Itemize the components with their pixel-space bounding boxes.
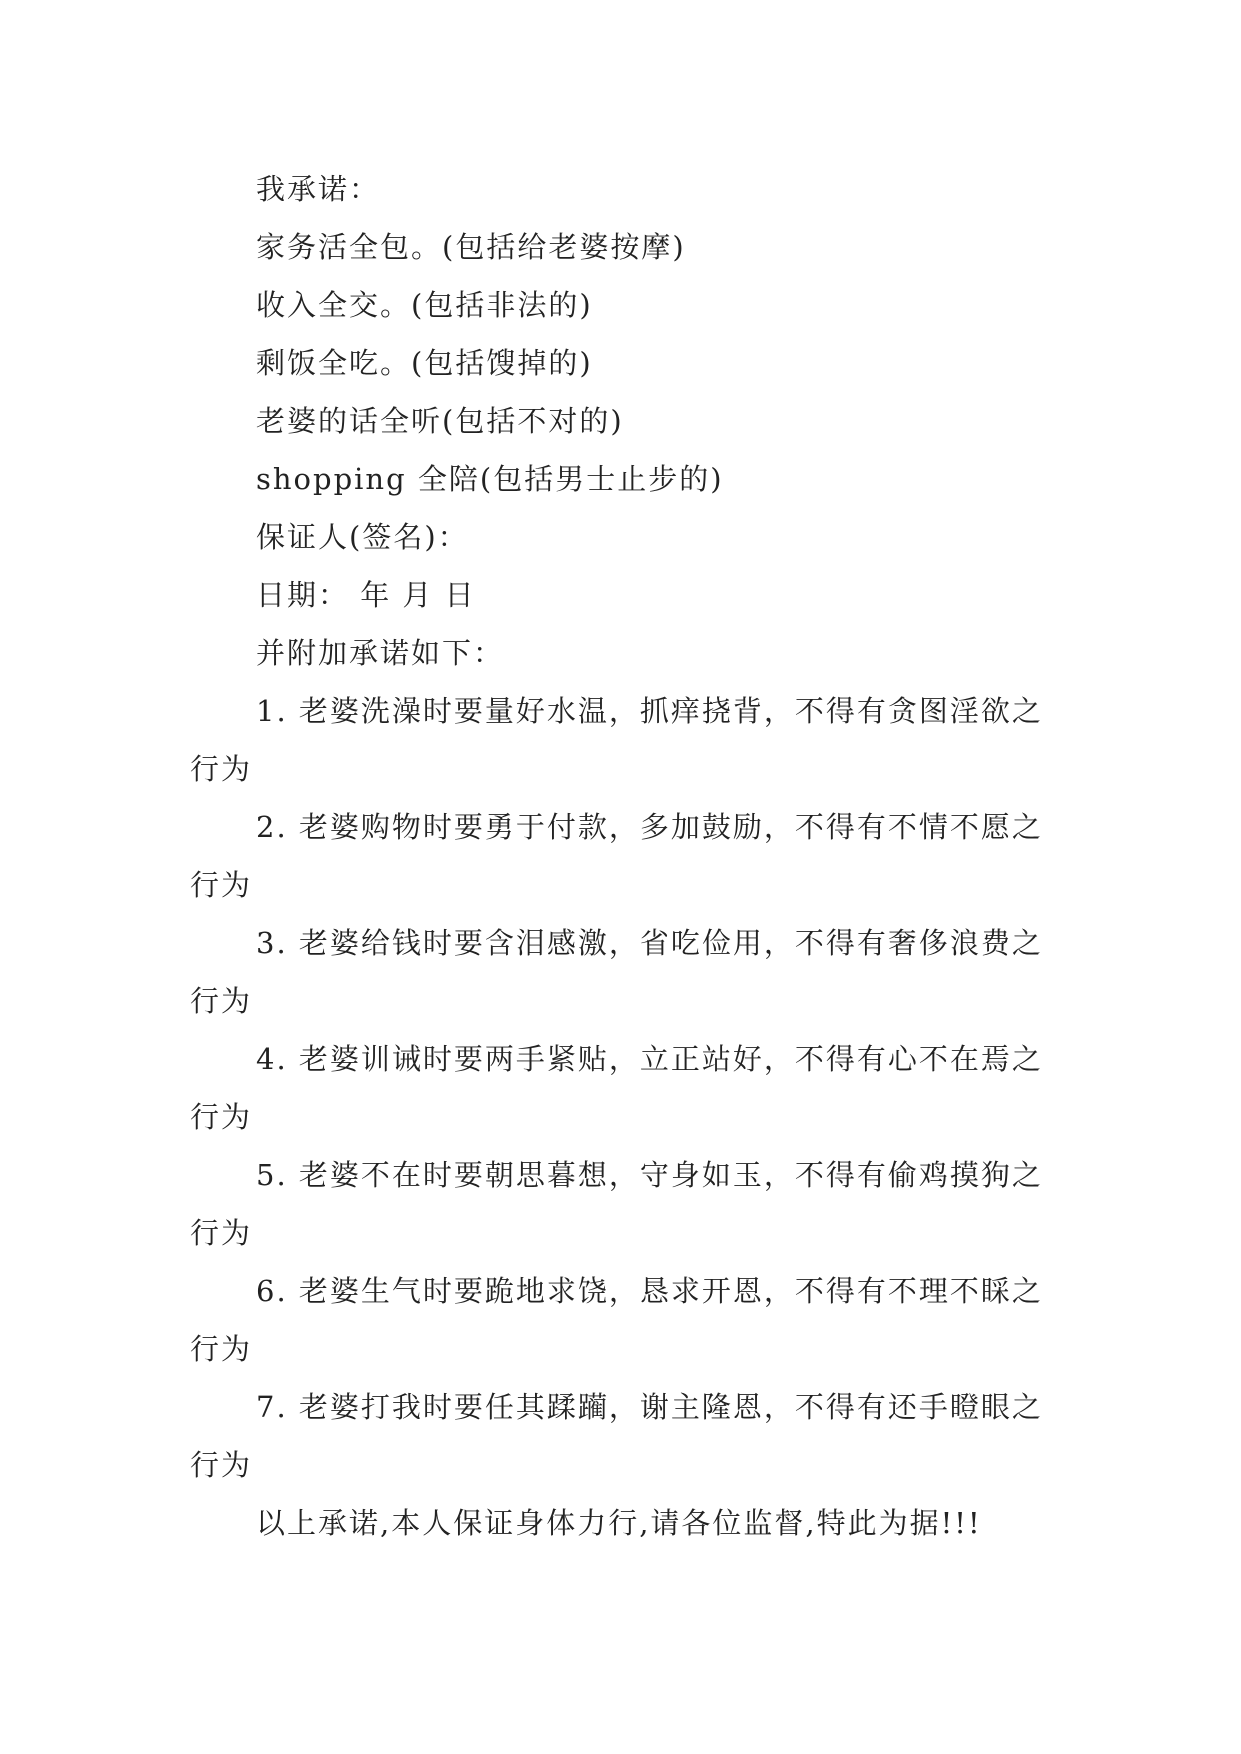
additional-item: 3. 老婆给钱时要含泪感激，省吃俭用，不得有奢侈浪费之行为 xyxy=(190,926,1043,1018)
additional-item: 2. 老婆购物时要勇于付款，多加鼓励，不得有不情不愿之行为 xyxy=(190,810,1043,902)
promise-item: shopping 全陪(包括男士止步的) xyxy=(256,462,724,496)
additional-item: 1. 老婆洗澡时要量好水温，抓痒挠背，不得有贪图淫欲之行为 xyxy=(190,694,1043,786)
signature-label: 保证人(签名)： xyxy=(256,520,469,554)
promise-item: 老婆的话全听(包括不对的) xyxy=(256,404,624,438)
date-label: 日期： 年 月 日 xyxy=(256,578,476,612)
promise-item: 收入全交。(包括非法的) xyxy=(256,288,593,322)
intro-label: 我承诺： xyxy=(256,172,381,206)
additional-item: 7. 老婆打我时要任其蹂躏，谢主隆恩，不得有还手瞪眼之行为 xyxy=(190,1390,1043,1482)
additional-item: 4. 老婆训诫时要两手紧贴，立正站好，不得有心不在焉之行为 xyxy=(190,1042,1043,1134)
closing-statement: 以上承诺,本人保证身体力行,请各位监督,特此为据!!! xyxy=(256,1506,982,1540)
document-body xyxy=(190,160,1050,1552)
additional-intro: 并附加承诺如下： xyxy=(256,636,505,670)
promise-item: 家务活全包。(包括给老婆按摩) xyxy=(256,230,686,264)
additional-item: 6. 老婆生气时要跪地求饶，恳求开恩，不得有不理不睬之行为 xyxy=(190,1274,1043,1366)
additional-item: 5. 老婆不在时要朝思暮想，守身如玉，不得有偷鸡摸狗之行为 xyxy=(190,1158,1043,1250)
promise-item: 剩饭全吃。(包括馊掉的) xyxy=(256,346,593,380)
